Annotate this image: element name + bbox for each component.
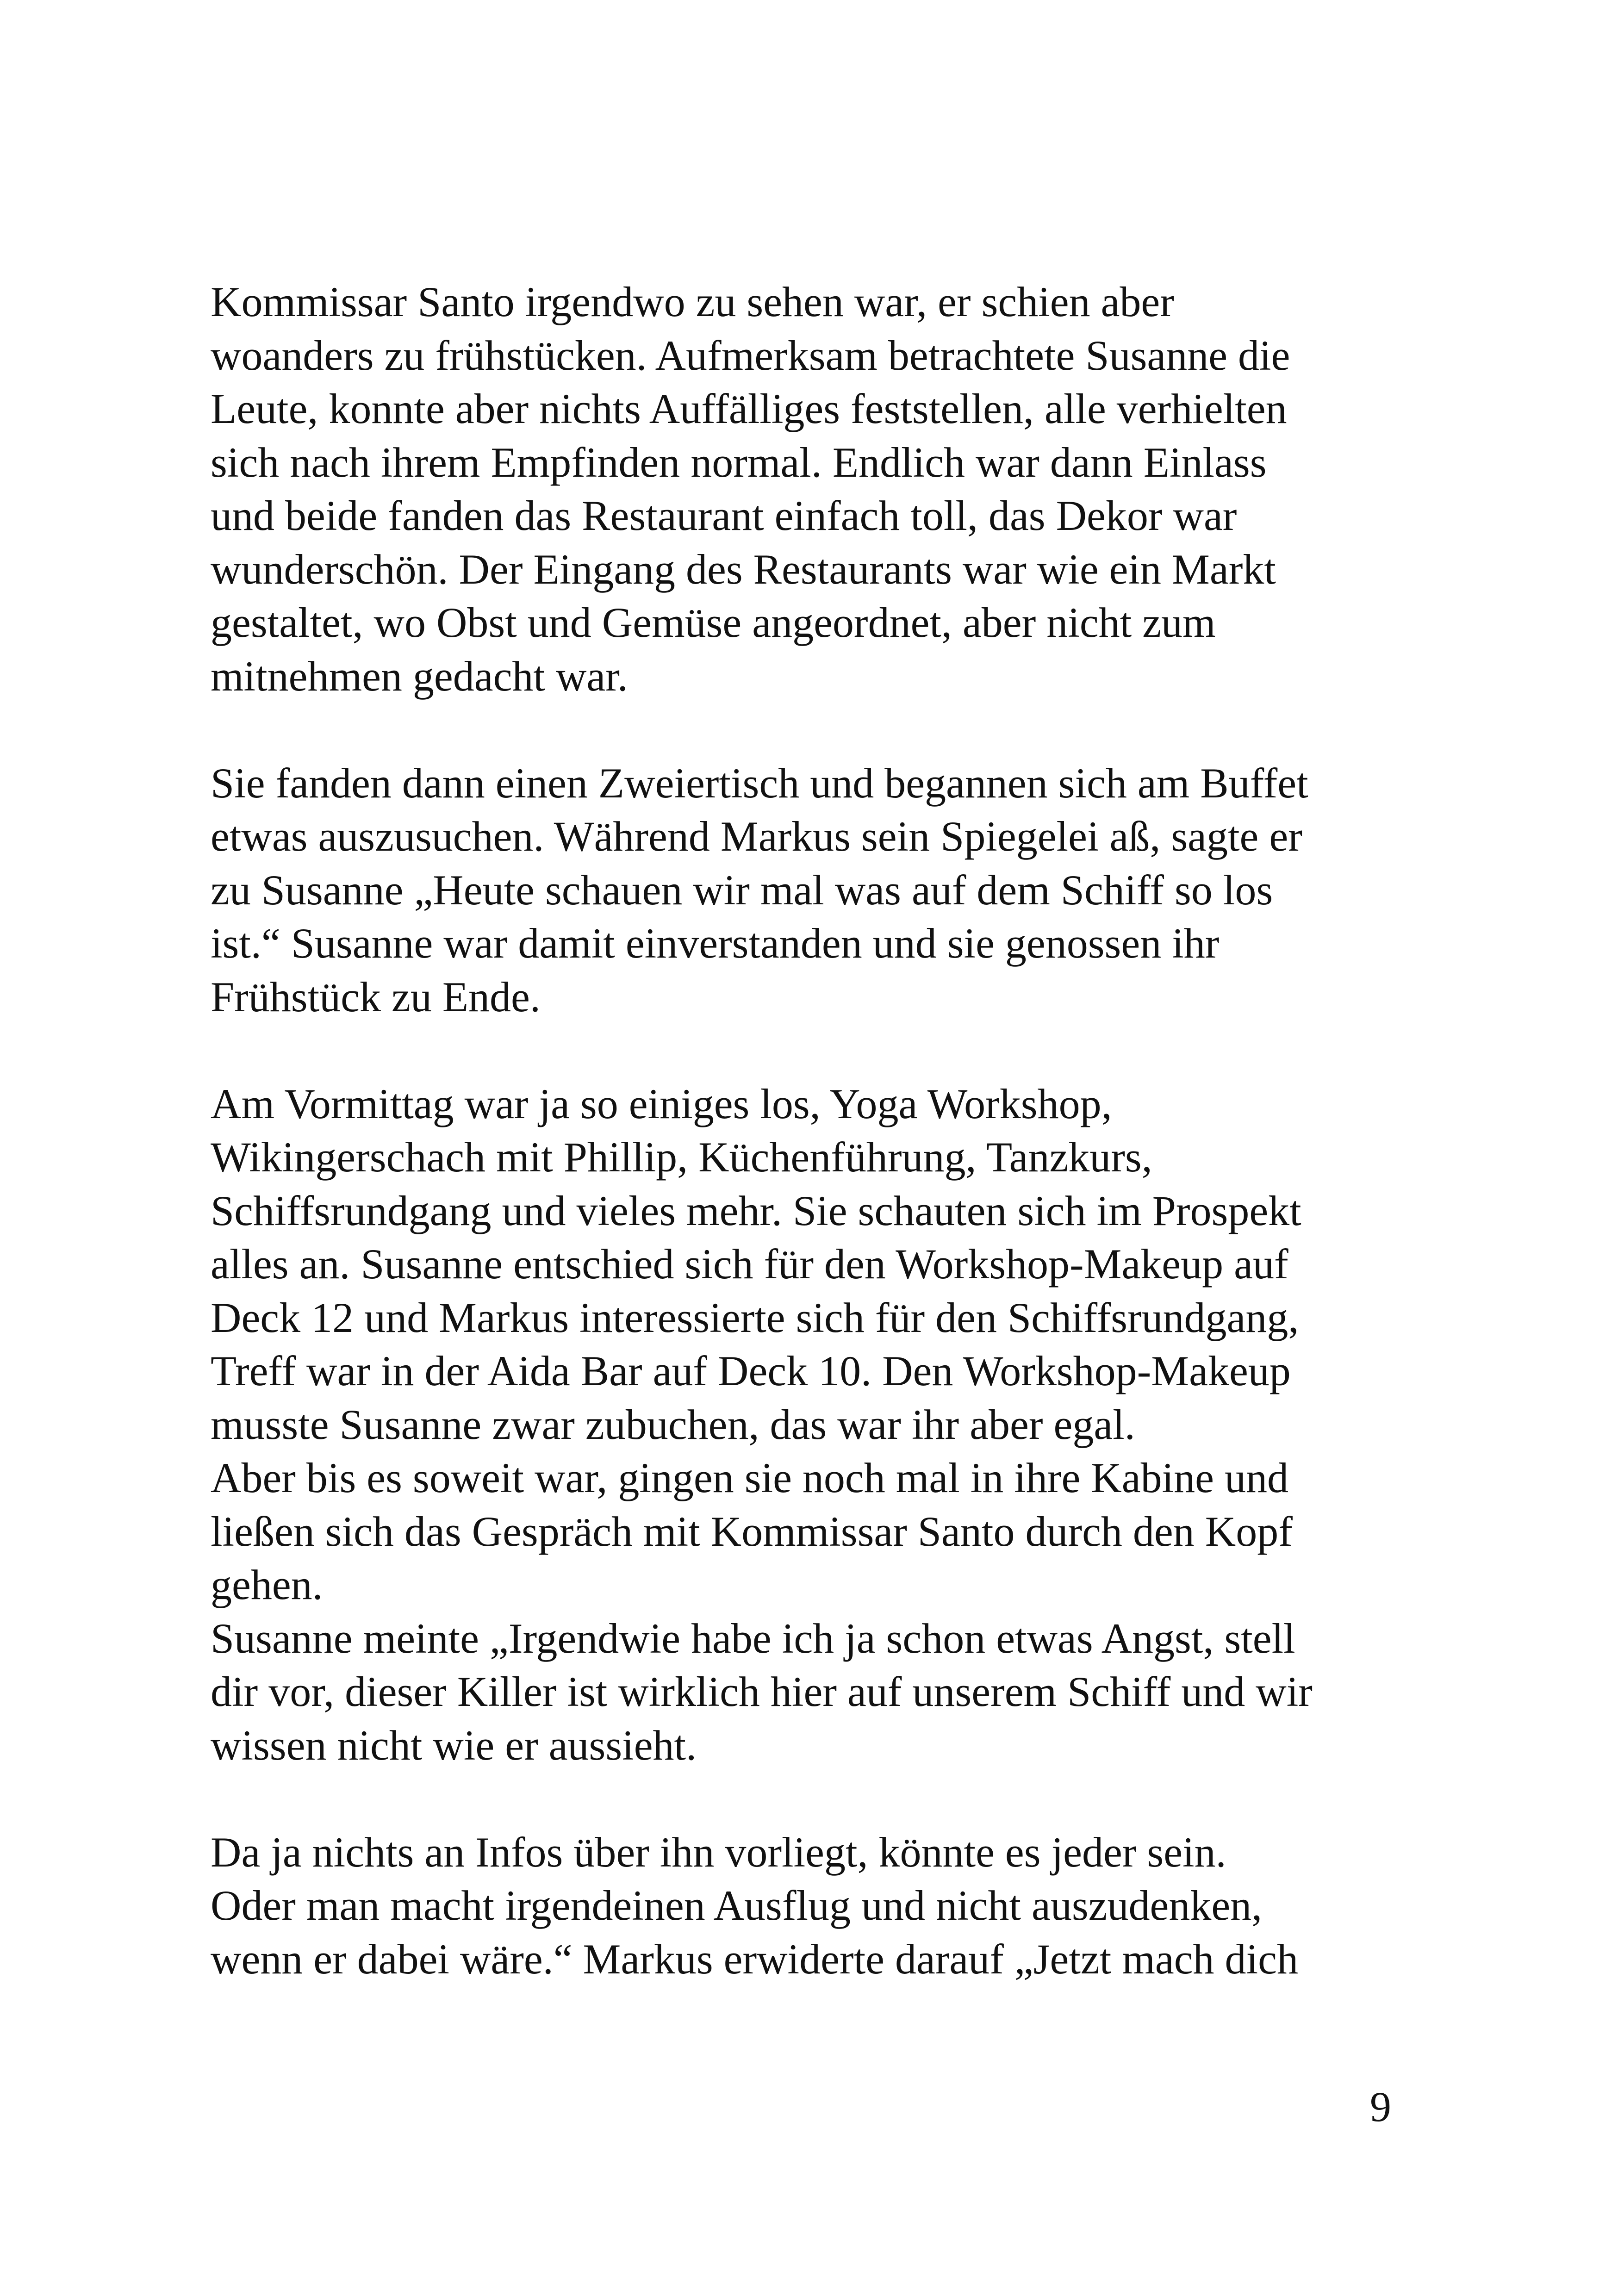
text-line: ließen sich das Gespräch mit Kommissar Santo durch den Kopf <box>211 1507 1293 1555</box>
text-line: Da ja nichts an Infos über ihn vorliegt, könnte es jeder sein. <box>211 1828 1226 1876</box>
text-line: Leute, konnte aber nichts Auffälliges feststellen, alle verhielten <box>211 385 1287 432</box>
text-line: Am Vormittag war ja so einiges los, Yoga Workshop, <box>211 1080 1112 1127</box>
text-line: Deck 12 und Markus interessierte sich für den Schiffsrundgang, <box>211 1294 1299 1341</box>
paragraph-gap <box>211 1024 1423 1077</box>
paragraph-gap <box>211 1772 1423 1826</box>
text-line: Wikingerschach mit Phillip, Küchenführung, Tanzkurs, <box>211 1133 1152 1181</box>
text-line: und beide fanden das Restaurant einfach toll, das Dekor war <box>211 492 1237 539</box>
text-line: gestaltet, wo Obst und Gemüse angeordnet, aber nicht zum <box>211 599 1216 646</box>
text-line: Susanne meinte „Irgendwie habe ich ja schon etwas Angst, stell <box>211 1614 1295 1662</box>
text-line: ist.“ Susanne war damit einverstanden und sie genossen ihr <box>211 920 1220 967</box>
paragraph-1 <box>211 275 1423 703</box>
text-line: wenn er dabei wäre.“ Markus erwiderte darauf „Jetzt mach dich <box>211 1935 1298 1983</box>
text-line: wissen nicht wie er aussieht. <box>211 1721 697 1769</box>
text-line: Kommissar Santo irgendwo zu sehen war, er schien aber <box>211 278 1174 325</box>
paragraph-gap <box>211 703 1423 757</box>
text-line: Treff war in der Aida Bar auf Deck 10. Den Workshop-Makeup <box>211 1347 1291 1394</box>
text-line: Sie fanden dann einen Zweiertisch und begannen sich am Buffet <box>211 759 1308 807</box>
text-line: Frühstück zu Ende. <box>211 973 541 1020</box>
text-line: etwas auszusuchen. Während Markus sein Spiegelei aß, sagte er <box>211 813 1302 860</box>
text-line: musste Susanne zwar zubuchen, das war ihr aber egal. <box>211 1400 1135 1448</box>
text-line: mitnehmen gedacht war. <box>211 652 628 700</box>
text-line: wunderschön. Der Eingang des Restaurants war wie ein Markt <box>211 545 1276 593</box>
paragraph-4 <box>211 1826 1423 1986</box>
text-line: dir vor, dieser Killer ist wirklich hier auf unserem Schiff und wir <box>211 1668 1313 1715</box>
body-text <box>211 275 1423 1986</box>
text-line: Aber bis es soweit war, gingen sie noch mal in ihre Kabine und <box>211 1454 1288 1501</box>
page-number: 9 <box>1370 2083 1391 2130</box>
text-line: alles an. Susanne entschied sich für den Workshop-Makeup auf <box>211 1240 1288 1288</box>
text-line: gehen. <box>211 1561 323 1608</box>
text-line: woanders zu frühstücken. Aufmerksam betrachtete Susanne die <box>211 331 1290 379</box>
text-line: Oder man macht irgendeinen Ausflug und nicht auszudenken, <box>211 1882 1263 1929</box>
paragraph-2 <box>211 757 1423 1024</box>
text-line: sich nach ihrem Empfinden normal. Endlich war dann Einlass <box>211 438 1267 486</box>
paragraph-3 <box>211 1077 1423 1773</box>
text-line: zu Susanne „Heute schauen wir mal was auf dem Schiff so los <box>211 866 1273 914</box>
text-line: Schiffsrundgang und vieles mehr. Sie schauten sich im Prospekt <box>211 1187 1301 1234</box>
